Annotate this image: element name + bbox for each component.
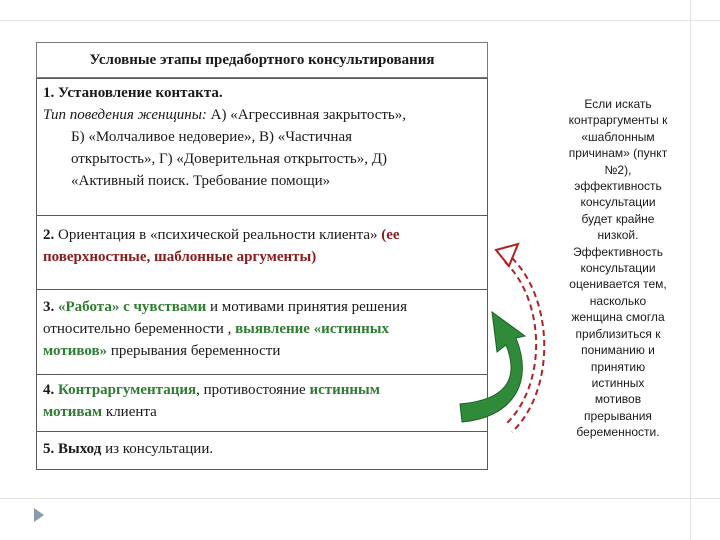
side-note-line: истинных (591, 375, 645, 390)
side-note-line: эффективность (574, 179, 662, 194)
step-3-green-c: мотивов» (43, 343, 108, 359)
side-note-line: оценивается тем, (569, 277, 667, 292)
types-a: А) «Агрессивная закрытость», (206, 107, 406, 123)
side-note-line: №2), (604, 162, 632, 177)
behavior-type-label: Тип поведения женщины: (43, 107, 207, 123)
side-note-line: Эффективность (572, 244, 664, 259)
side-note-line: насколько (589, 293, 647, 308)
step-4-text-b: клиента (102, 404, 157, 420)
step-4-green-a: Контраргументация (58, 382, 197, 398)
side-note-line: женщина смогла (571, 310, 665, 325)
side-note-line: консультации (580, 261, 656, 276)
step-5-text: из консультации. (101, 441, 214, 457)
table-title: Условные этапы предабортного консультирования (36, 42, 488, 78)
types-b: Б) «Молчаливое недоверие», В) «Частичная (71, 129, 353, 145)
step-1-heading: 1. Установление контакта. (43, 85, 223, 101)
side-note-line: низкой. (597, 228, 639, 243)
side-note-line: контраргументы к (568, 113, 668, 128)
step-4-number: 4. (43, 382, 58, 398)
step-3-number: 3. (43, 299, 58, 315)
step-2-red-a: (ее (381, 227, 400, 243)
step-2-number: 2. (43, 227, 58, 243)
step-4-text-a: , противостояние (196, 382, 310, 398)
side-note (553, 96, 683, 441)
side-note-line: Если искать (584, 97, 652, 111)
side-note-line: причинам» (пункт (568, 146, 668, 161)
side-note-line: будет крайне (581, 211, 655, 226)
step-2-red-b: поверхностные, шаблонные аргументы) (43, 249, 317, 265)
step-3-green-a: «Работа» с чувствами (58, 299, 207, 315)
green-curved-arrow-icon (460, 312, 525, 422)
side-note-line: пониманию и (581, 343, 655, 358)
types-d: «Активный поиск. Требование помощи» (71, 173, 331, 189)
side-note-line: мотивов (594, 392, 642, 407)
side-note-line: приблизиться к (575, 326, 661, 341)
side-note-line: принятию (590, 359, 646, 374)
step-5-bold: Выход (58, 441, 102, 457)
step-3-text-c: прерывания беременности (107, 343, 281, 359)
side-note-line: консультации (580, 195, 656, 210)
step-5-number: 5. (43, 441, 58, 457)
step-3-text-a: и мотивами принятия решения (206, 299, 407, 315)
step-3-green-b: выявление «истинных (235, 321, 389, 337)
side-note-line: прерывания (584, 408, 652, 423)
step-2-text: Ориентация в «психической реальности клиента» (58, 227, 382, 243)
step-4-green-c: мотивам (43, 404, 103, 420)
side-note-line: беременности. (576, 425, 660, 440)
step-3-text-b: относительно беременности , (43, 321, 236, 337)
triangle-bullet-icon (34, 508, 44, 522)
side-note-line: «шаблонным (581, 129, 655, 144)
types-c: открытость», Г) «Доверительная открытость», Д) (71, 151, 387, 167)
step-4-green-b: истинным (309, 382, 380, 398)
